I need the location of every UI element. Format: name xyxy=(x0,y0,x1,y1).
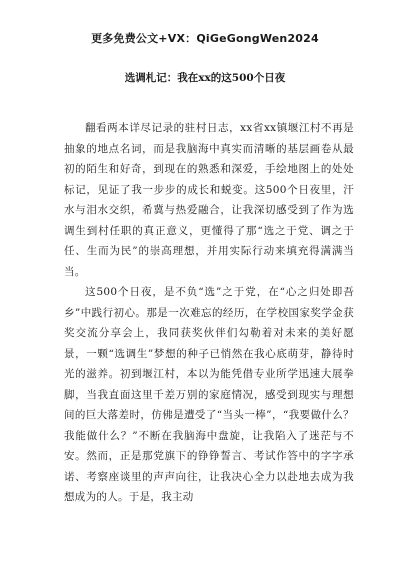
document-body xyxy=(64,118,354,508)
document-title: 选调札记：我在xx的这500个日夜 xyxy=(124,72,286,84)
paragraph: 翻看两本详尽记录的驻村日志，xx省xx镇堰江村不再是抽象的地点名词，而是我脑海中真实而清晰的基层画卷从最初的陌生和好奇，到现在的熟悉和深爱，手绘地图上的处处标记，见证了我一步步的成长和蜕变。这500个日夜里，汗水与泪水交织，希冀与热爱融合，让我深切感受到了作为选调生到村任职的真正意义，更懂得了那“选之于党、调之于任、生而为民”的崇高理想，并用实际行动来填充得满满当当。 xyxy=(64,122,354,278)
paragraph: 这500个日夜，是不负“选”之于党，在“心之归处即吾乡”中践行初心。那是一次难忘的经历，在学校国家奖学金获奖交流分享会上，我同获奖伙伴们勾勒着对未来的美好愿景，一颗“选调生”梦想的种子已悄然在我心底萌芽，静待时光的滋养。初到堰江村，本以为能凭借专业所学迅速大展拳脚，当我直面这里千差万别的家庭情况，感受到现实与理想间的巨大落差时，仿佛是遭受了“当头一棒”，“我要做什么？我能做什么？”不断在我脑海中盘旋，让我陷入了迷茫与不安。然而，正是那党旗下的铮铮誓言、考试作答中的字字承诺、考察座谈里的声声向往，让我决心全力以赴地去成为我想成为的人。于是，我主动 xyxy=(64,286,354,503)
page-header: 更多免费公文+VX：QiGeGongWen2024 xyxy=(91,32,319,45)
